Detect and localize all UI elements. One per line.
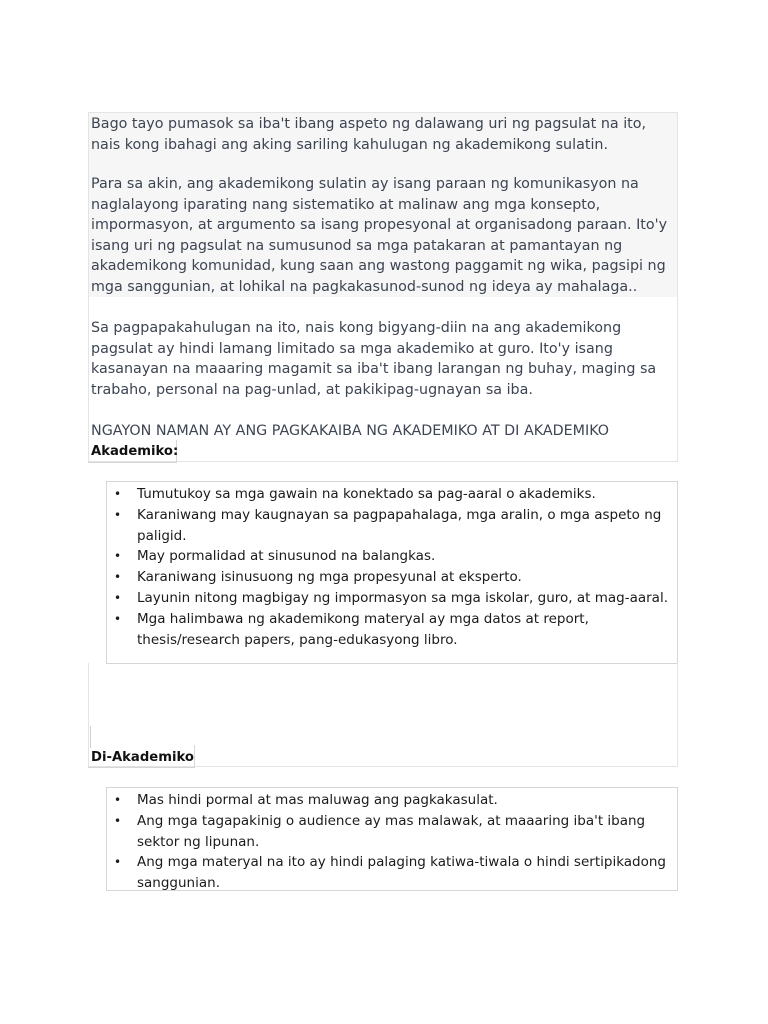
list-item: • May pormalidad at sinusunod na balangkas. [107,546,677,567]
list-item: • Layunin nitong magbigay ng impormasyon sa mga iskolar, guro, at mag-aaral. [107,588,677,609]
akademiko-list-box [106,481,678,664]
list-item: • Ang mga materyal na ito ay hindi palaging katiwa-tiwala o hindi sertipikadong sanggunian. [107,852,677,894]
list-item: • Karaniwang may kaugnayan sa pagpapahalaga, mga aralin, o mga aspeto ng paligid. [107,505,677,547]
list-item: • Karaniwang isinusuong ng mga propesyunal at eksperto. [107,567,677,588]
intro-paragraph-3: Sa pagpapakahulugan na ito, nais kong bigyang-diin na ang akademikong pagsulat ay hindi lamang limitado sa mga akademiko at guro. Ito'y isang kasanayan na maaaring magamit sa iba't ibang larangan ng buhay, maging sa trabaho, personal na pag-unlad, at pakikipag-ugnayan sa iba. [91,320,657,398]
intro-paragraph-2: Para sa akin, ang akademikong sulatin ay isang paraan ng komunikasyon na naglalayong iparating nang sistematiko at malinaw ang mga konsepto, impormasyon, at argumento sa isang propesyonal at organisadong paraan. Ito'y isang uri ng pagsulat na sumusunod sa mga patakaran at pamantayan ng akademikong komunidad, kung saan ang wastong paggamit ng wika, pagsipi ng mga sanggunian, at lohikal na pagkakasunod-sunod ng ideya ay mahalaga.. [91,176,668,295]
list-item: • Ang mga tagapakinig o audience ay mas malawak, at maaaring iba't ibang sektor ng lipunan. [107,811,677,853]
di-akademiko-list [107,790,677,894]
akademiko-list [107,484,677,650]
di-akademiko-label: Di-Akademiko [91,750,194,765]
intro-paragraph-1: Bago tayo pumasok sa iba't ibang aspeto ng dalawang uri ng pagsulat na ito, nais kong ibahagi ang aking sariling kahulugan ng akademikong sulatin. [91,116,647,153]
akademiko-label: Akademiko: [91,444,179,459]
di-akademiko-list-box [106,787,678,891]
list-item: • Mas hindi pormal at mas maluwag ang pagkakasulat. [107,790,677,811]
section-heading: NGAYON NAMAN AY ANG PAGKAKAIBA NG AKADEMIKO AT DI AKADEMIKO [91,423,610,439]
list-item: • Mga halimbawa ng akademikong materyal ay mga datos at report, thesis/research papers, pang-edukasyong libro. [107,609,677,651]
list-item: • Tumutukoy sa mga gawain na konektado sa pag-aaral o akademiks. [107,484,677,505]
